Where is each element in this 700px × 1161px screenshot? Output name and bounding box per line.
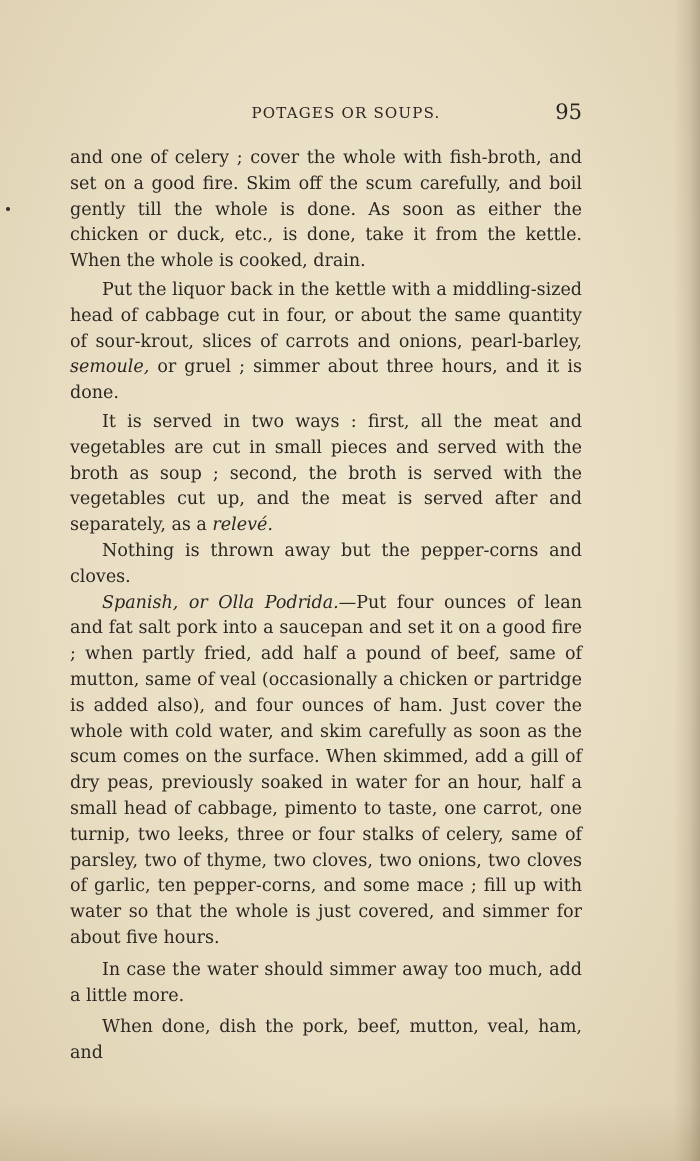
paragraph-when-done: When done, dish the pork, beef, mutton, veal, ham, and	[70, 1017, 582, 1064]
paragraph-text: —Put four ounces of lean and fat salt pork into a saucepan and set it on a good fire ; when partly fried, add half a pound of beef, same of mutton, same of veal (occasionally a chicken or partridge is added also), and four ounces of ham. Just cover the whole with cold water, and skim carefully as soon as the scum comes on the surface. When skimmed, add a gill of dry peas, previously soaked in water for an hour, half a small head of cabbage, pimento to taste, one carrot, one turnip, two leeks, three or four stalks of celery, same of parsley, two of thyme, two cloves, two onions, two cloves of garlic, ten pepper-corns, and some mace ; fill up with water so that the whole is just covered, and simmer for about five hours.	[70, 592, 582, 948]
ink-speck	[6, 207, 10, 211]
italic-term-semoule: semoule,	[70, 357, 150, 378]
paragraph-text: or gruel ; simmer about three hours, and it is done.	[70, 357, 582, 404]
paragraph-continued: and one of celery ; cover the whole with fish-broth, and set on a good fire. Skim off the scum carefully, and boil gently till the whole is done. As soon as either the chicken or duck, etc., is done, take it from the kettle. When the whole is cooked, drain.	[70, 148, 582, 272]
page-bottom-shade	[0, 1101, 700, 1161]
running-head	[70, 100, 582, 130]
paragraph-text: Put the liquor back in the kettle with a middling-sized head of cabbage cut in four, or about the same quantity of sour-krout, slices of carrots and onions, pearl-barley,	[70, 279, 582, 352]
page-edge-shadow	[674, 0, 700, 1161]
running-head-title: POTAGES OR SOUPS.	[251, 104, 441, 122]
paragraph-water-note: In case the water should simmer away too much, add a little more.	[70, 959, 582, 1006]
italic-term-releve: relevé.	[212, 515, 273, 536]
paragraph-serving	[70, 410, 582, 539]
recipe-title-olla-podrida: Spanish, or Olla Podrida.	[102, 592, 339, 613]
page-number: 95	[555, 100, 582, 124]
paragraph-cabbage	[70, 278, 582, 407]
paragraph-text: It is served in two ways : first, all the meat and vegetables are cut in small pieces and served with the broth as soup ; second, the broth is served with the vegetables cut up, and the meat is served after and separately, as a	[70, 411, 582, 536]
paragraph-nothing-wasted: Nothing is thrown away but the pepper-corns and cloves.	[70, 540, 582, 587]
body-text	[70, 146, 582, 1067]
paragraph-olla-podrida	[70, 591, 582, 952]
